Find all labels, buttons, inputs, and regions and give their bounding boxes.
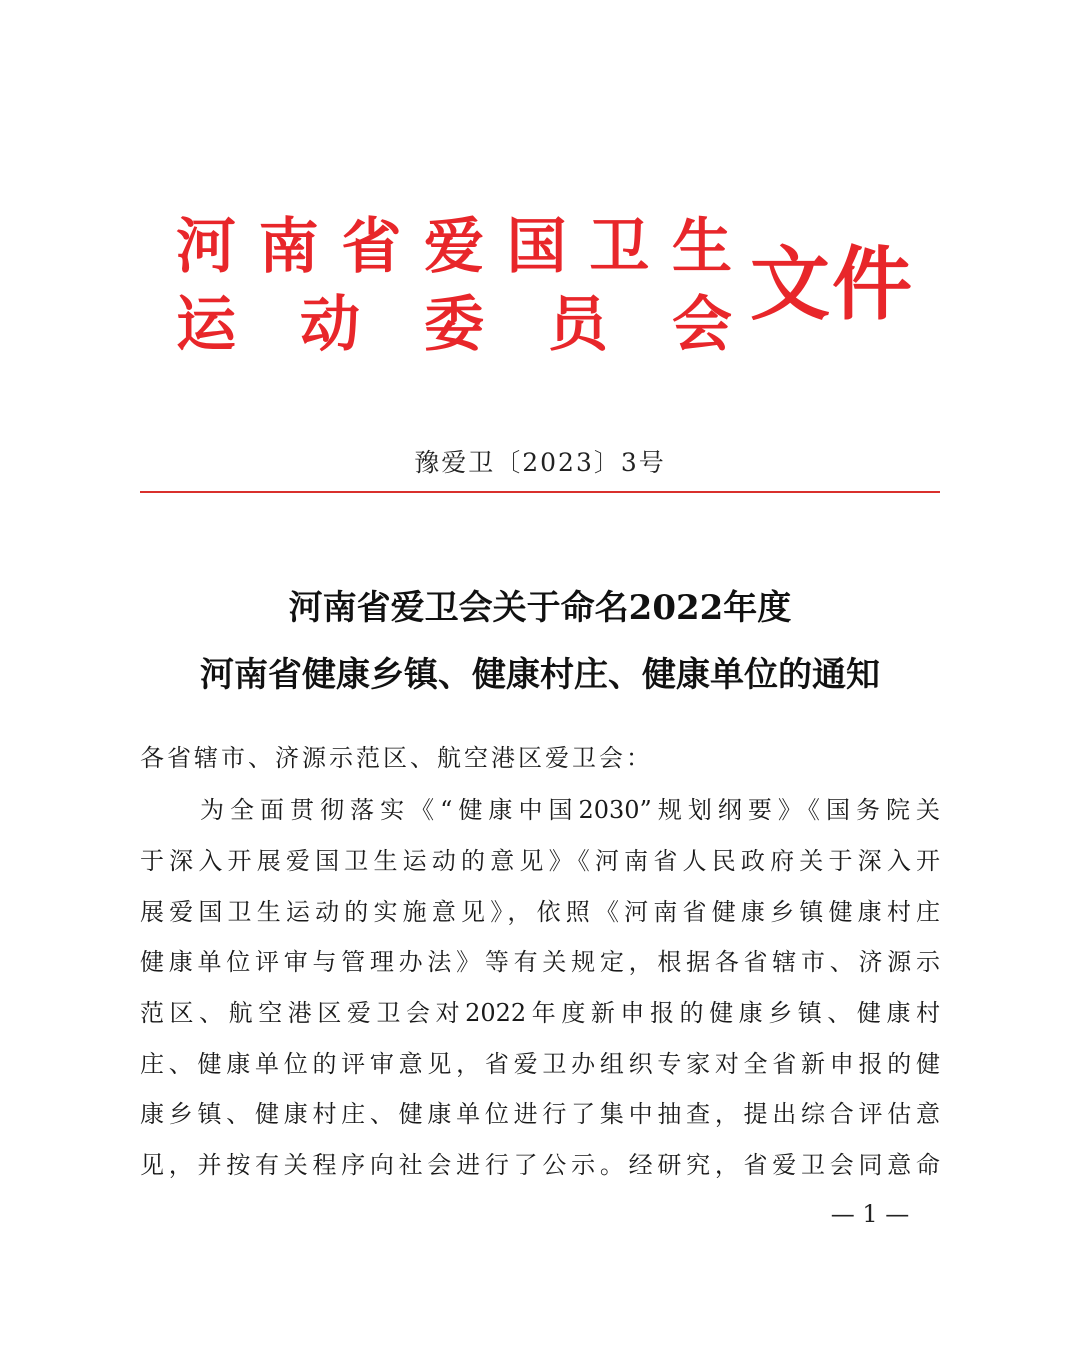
body-line: 见，并按有关程序向社会进行了公示。经研究，省爱卫会同意命 bbox=[140, 1151, 940, 1179]
body-line: 于深入开展爱国卫生运动的意见》《河南省人民政府关于深入开 bbox=[140, 847, 940, 875]
salutation: 各省辖市、济源示范区、航空港区爱卫会： bbox=[140, 744, 653, 772]
masthead-char: 运 bbox=[176, 290, 236, 360]
masthead-char: 爱 bbox=[423, 212, 484, 282]
body-line: 健康单位评审与管理办法》等有关规定，根据各省辖市、济源示 bbox=[140, 948, 940, 976]
masthead-char: 动 bbox=[300, 290, 360, 360]
masthead-char: 委 bbox=[424, 290, 484, 360]
title-line-1: 河南省爱卫会关于命名2022年度 bbox=[288, 588, 792, 628]
masthead-line-1 bbox=[176, 214, 732, 280]
masthead-document-label: 文件 bbox=[750, 237, 914, 331]
masthead-char: 国 bbox=[506, 212, 567, 282]
masthead-char: 南 bbox=[258, 212, 319, 282]
masthead-char: 生 bbox=[671, 212, 732, 282]
document-number: 豫爱卫〔2023〕3号 bbox=[414, 448, 666, 477]
red-masthead bbox=[176, 208, 914, 360]
body-line: 范区、航空港区爱卫会对2022年度新申报的健康乡镇、健康村 bbox=[140, 999, 940, 1027]
masthead-char: 会 bbox=[672, 290, 732, 360]
body-line: 为全面贯彻落实《“健康中国2030”规划纲要》《国务院关 bbox=[200, 796, 940, 824]
masthead-char: 省 bbox=[341, 212, 402, 282]
masthead-char: 员 bbox=[548, 290, 608, 360]
body-line: 庄、健康单位的评审意见，省爱卫办组织专家对全省新申报的健 bbox=[140, 1050, 940, 1078]
body-line: 展爱国卫生运动的实施意见》，依照《河南省健康乡镇健康村庄 bbox=[140, 898, 940, 926]
title-line-2: 河南省健康乡镇、健康村庄、健康单位的通知 bbox=[200, 655, 880, 695]
masthead-char: 卫 bbox=[589, 212, 650, 282]
masthead-line-2 bbox=[176, 292, 732, 358]
body-line: 康乡镇、健康村庄、健康单位进行了集中抽查，提出综合评估意 bbox=[140, 1100, 940, 1128]
page-number: — 1 — bbox=[830, 1200, 910, 1228]
masthead-char: 河 bbox=[176, 212, 236, 282]
red-divider-line bbox=[140, 491, 940, 493]
